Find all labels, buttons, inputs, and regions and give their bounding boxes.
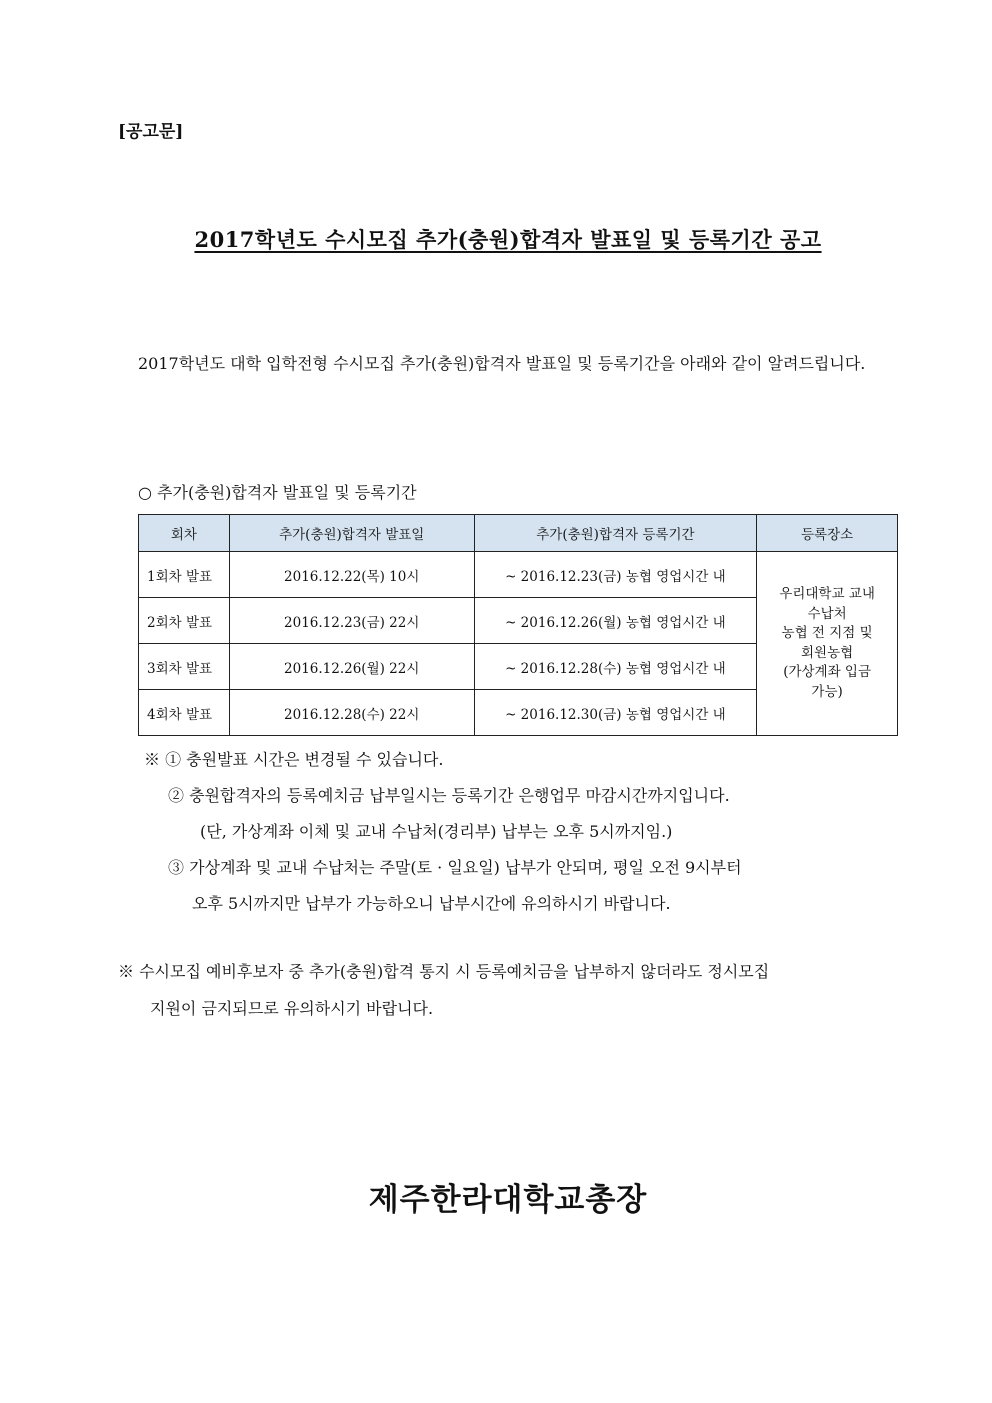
note-item: 오후 5시까지만 납부가 가능하오니 납부시간에 유의하시기 바랍니다.	[192, 894, 671, 913]
table-header-row	[139, 515, 898, 552]
document-title: 2017학년도 수시모집 추가(충원)합격자 발표일 및 등록기간 공고	[194, 227, 822, 252]
period-cell: ~ 2016.12.28(수) 농협 영업시간 내	[474, 644, 757, 690]
place-line: (가상계좌 입금	[783, 664, 872, 680]
header-tag: [공고문]	[118, 122, 184, 142]
caution-paragraph	[118, 953, 898, 1027]
period-cell: ~ 2016.12.23(금) 농협 영업시간 내	[474, 552, 757, 598]
notes-section	[118, 742, 898, 922]
registration-place-cell	[757, 552, 898, 736]
note-item: ② 충원합격자의 등록예치금 납부일시는 등록기간 은행업무 마감시간까지입니다.	[168, 786, 730, 805]
table-row	[139, 552, 898, 598]
schedule-table	[138, 514, 898, 736]
announce-cell: 2016.12.23(금) 22시	[229, 598, 474, 644]
section-heading: ○ 추가(충원)합격자 발표일 및 등록기간	[138, 483, 417, 502]
intro-paragraph: 2017학년도 대학 입학전형 수시모집 추가(충원)합격자 발표일 및 등록기간을 아래와 같이 알려드립니다.	[138, 354, 866, 373]
period-cell: ~ 2016.12.30(금) 농협 영업시간 내	[474, 690, 757, 736]
announce-cell: 2016.12.26(월) 22시	[229, 644, 474, 690]
column-header-round: 회차	[139, 515, 230, 552]
place-line: 회원농협	[801, 644, 854, 661]
place-line: 농협 전 지점 및	[781, 625, 873, 641]
round-cell: 4회차 발표	[139, 690, 230, 736]
note-item: ③ 가상계좌 및 교내 수납처는 주말(토 · 일요일) 납부가 안되며, 평일 오전 9시부터	[168, 858, 742, 877]
column-header-announce-date: 추가(충원)합격자 발표일	[229, 515, 474, 552]
round-cell: 3회차 발표	[139, 644, 230, 690]
caution-line: 지원이 금지되므로 유의하시기 바랍니다.	[150, 999, 434, 1018]
place-line: 수납처	[807, 605, 847, 622]
place-line: 가능)	[811, 683, 843, 700]
signature: 제주한라대학교총장	[368, 1182, 648, 1218]
place-line: 우리대학교 교내	[779, 586, 875, 602]
column-header-registration-period: 추가(충원)합격자 등록기간	[474, 515, 757, 552]
round-cell: 1회차 발표	[139, 552, 230, 598]
column-header-registration-place: 등록장소	[757, 515, 898, 552]
announce-cell: 2016.12.28(수) 22시	[229, 690, 474, 736]
period-cell: ~ 2016.12.26(월) 농협 영업시간 내	[474, 598, 757, 644]
round-cell: 2회차 발표	[139, 598, 230, 644]
note-item: ※ ① 충원발표 시간은 변경될 수 있습니다.	[144, 750, 444, 769]
announce-cell: 2016.12.22(목) 10시	[229, 552, 474, 598]
note-item: (단, 가상계좌 이체 및 교내 수납처(경리부) 납부는 오후 5시까지임.)	[200, 822, 673, 841]
caution-line: ※ 수시모집 예비후보자 중 추가(충원)합격 통지 시 등록예치금을 납부하지 않더라도 정시모집	[118, 962, 770, 981]
